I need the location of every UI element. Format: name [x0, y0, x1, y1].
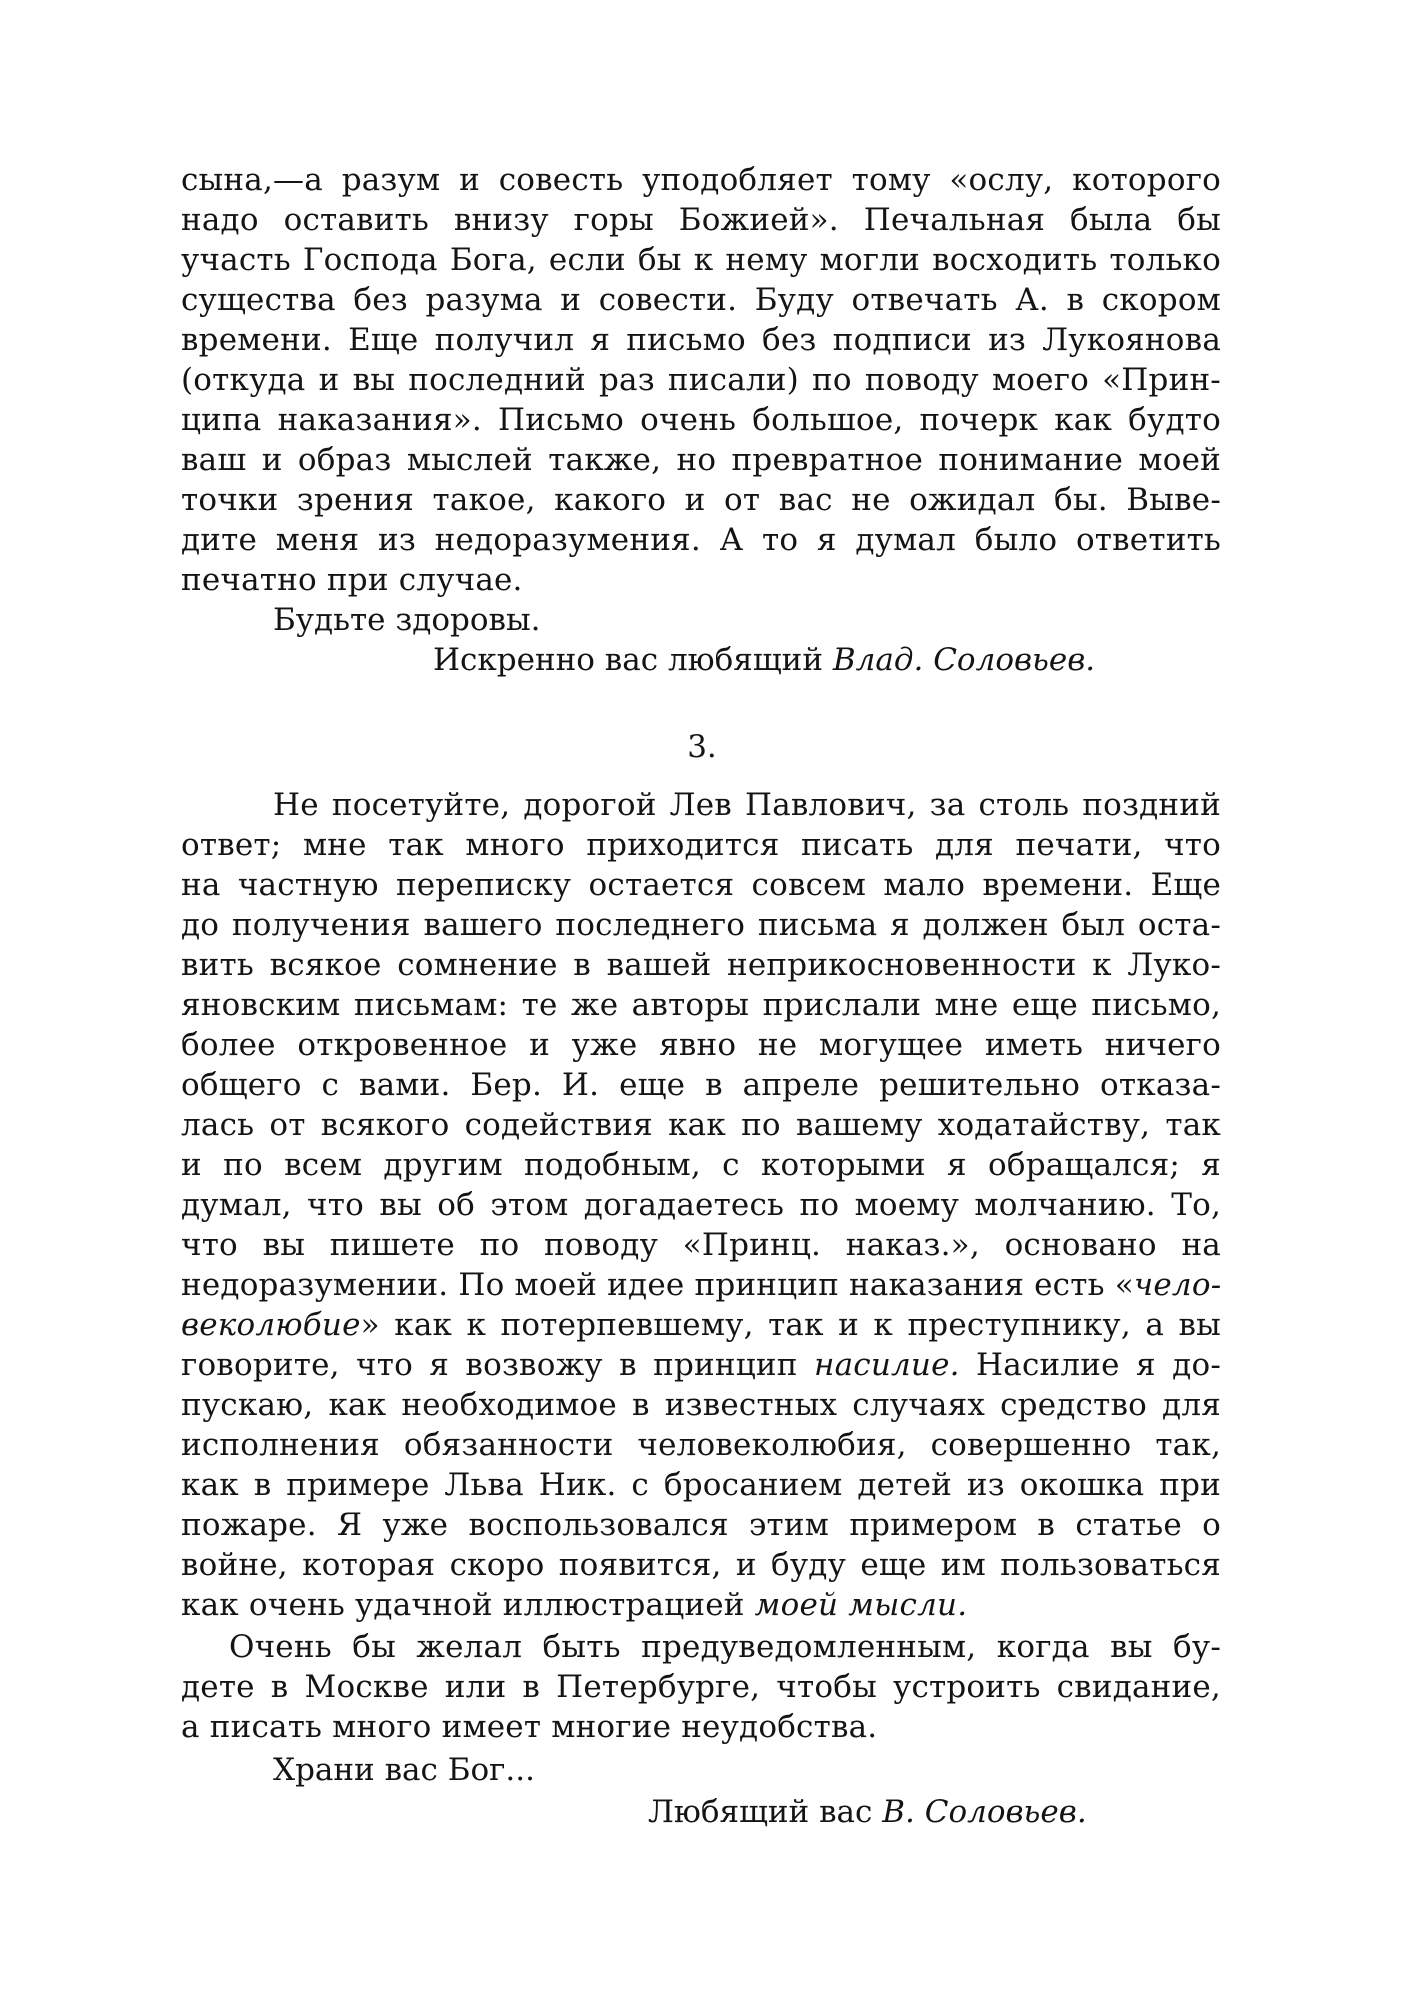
- italic-run: веколюбие: [181, 1307, 361, 1343]
- text-line: лась от всякого содействия как по вашему ходатайству, так: [181, 1107, 1221, 1143]
- text-line: (откуда и вы последний раз писали) по поводу моего «Прин-: [181, 362, 1221, 398]
- italic-run: чело-: [1133, 1267, 1222, 1303]
- letter-3-paragraph-2: [181, 1627, 1221, 1747]
- text-line: на частную переписку остается совсем мало времени. Еще: [181, 867, 1221, 903]
- text-run: » как к потерпевшему, так и к преступнику, а вы: [360, 1307, 1221, 1343]
- text-line: сына,—а разум и совесть уподобляет тому «ослу, которого: [181, 162, 1221, 198]
- text-line: дете в Москве или в Петербурге, чтобы устроить свидание,: [181, 1669, 1221, 1705]
- letter-3-closing: Храни вас Бог...: [273, 1752, 535, 1788]
- text-line: общего с вами. Бер. И. еще в апреле решительно отказа-: [181, 1067, 1221, 1103]
- text-line: существа без разума и совести. Буду отвечать А. в скором: [181, 282, 1221, 318]
- signature-name: Влад. Соловьев.: [832, 642, 1096, 678]
- text-line: более откровенное и уже явно не могущее иметь ничего: [181, 1027, 1221, 1063]
- letter-2-signature: [433, 640, 1095, 680]
- text-line: Не посетуйте, дорогой Лев Павлович, за столь поздний: [273, 787, 1221, 823]
- text-run: как очень удачной иллюстрацией: [181, 1587, 755, 1623]
- letter-2-body: [181, 160, 1221, 600]
- section-number: 3.: [687, 729, 717, 765]
- text-line: исполнения обязанности человеколюбия, совершенно так,: [181, 1427, 1221, 1463]
- text-line: что вы пишете по поводу «Принц. наказ.», основано на: [181, 1227, 1221, 1263]
- text-line: до получения вашего последнего письма я должен был оста-: [181, 907, 1221, 943]
- italic-run: насилие.: [813, 1347, 960, 1383]
- text-line: а писать много имеет многие неудобства.: [181, 1709, 878, 1745]
- text-line: яновским письмам: те же авторы прислали мне еще письмо,: [181, 987, 1221, 1023]
- text-line: Очень бы желал быть предуведомленным, когда вы бу-: [229, 1629, 1221, 1665]
- letter-3-paragraph-1: [181, 785, 1221, 1625]
- text-line: времени. Еще получил я письмо без подписи из Лукоянова: [181, 322, 1221, 358]
- text-line: [181, 1305, 1221, 1345]
- text-line: войне, которая скоро появится, и буду еще им пользоваться: [181, 1547, 1221, 1583]
- italic-run: моей мысли.: [754, 1587, 968, 1623]
- text-line: пожаре. Я уже воспользовался этим примером в статье о: [181, 1507, 1221, 1543]
- text-line: [181, 1585, 1221, 1625]
- text-line: печатно при случае.: [181, 562, 523, 598]
- text-line: думал, что вы об этом догадаетесь по моему молчанию. То,: [181, 1187, 1221, 1223]
- signature-text: Искренно вас любящий: [433, 642, 823, 678]
- text-line: участь Господа Бога, если бы к нему могли восходить только: [181, 242, 1221, 278]
- text-run: недоразумении. По моей идее принцип наказания есть «: [181, 1267, 1134, 1303]
- text-line: вить всякое сомнение в вашей неприкосновенности к Луко-: [181, 947, 1221, 983]
- text-line: как в примере Льва Ник. с бросанием детей из окошка при: [181, 1467, 1221, 1503]
- text-line: [181, 1265, 1221, 1305]
- signature-text: Любящий вас: [648, 1794, 873, 1830]
- text-run: Насилие я до-: [959, 1347, 1221, 1383]
- text-line: пускаю, как необходимое в известных случаях средство для: [181, 1387, 1221, 1423]
- signature-name: В. Соловьев.: [882, 1794, 1087, 1830]
- text-line: ципа наказания». Письмо очень большое, почерк как будто: [181, 402, 1221, 438]
- text-line: надо оставить внизу горы Божией». Печальная была бы: [181, 202, 1221, 238]
- text-line: точки зрения такое, какого и от вас не ожидал бы. Выве-: [181, 482, 1221, 518]
- text-line: [181, 1345, 1221, 1385]
- letter-3-signature: [648, 1792, 1087, 1832]
- text-line: ответ; мне так много приходится писать для печати, что: [181, 827, 1221, 863]
- letter-2-closing: Будьте здоровы.: [273, 602, 541, 638]
- text-line: дите меня из недоразумения. А то я думал было ответить: [181, 522, 1221, 558]
- text-run: говорите, что я возвожу в принцип: [181, 1347, 814, 1383]
- text-line: и по всем другим подобным, с которыми я обращался; я: [181, 1147, 1221, 1183]
- text-line: ваш и образ мыслей также, но превратное понимание моей: [181, 442, 1221, 478]
